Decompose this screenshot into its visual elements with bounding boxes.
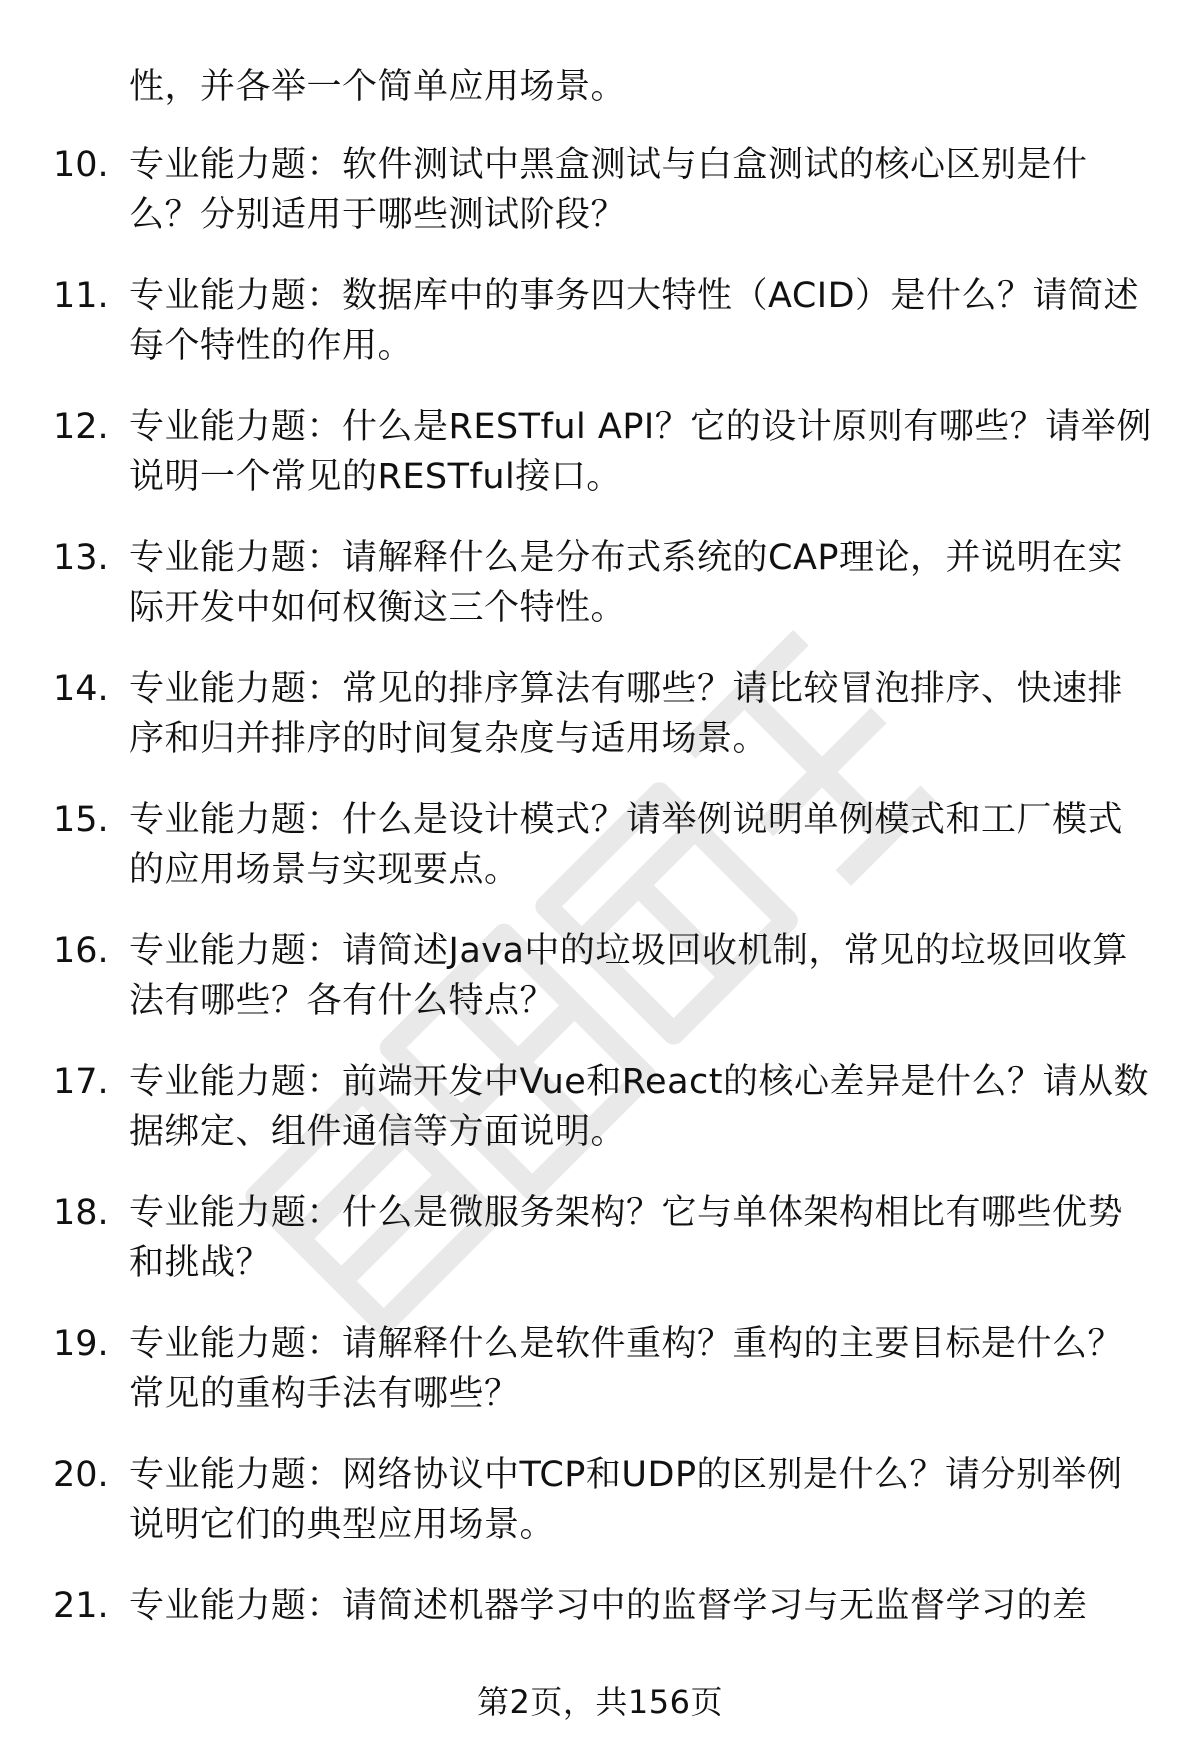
question-line: 专业能力题：请简述机器学习中的监督学习与无监督学习的差 (129, 1586, 1088, 1626)
question-line: 么？分别适用于哪些测试阶段？ (129, 195, 627, 235)
question-line: 专业能力题：网络协议中TCP和UDP的区别是什么？请分别举例 (129, 1455, 1123, 1495)
question-text (129, 533, 1169, 633)
question-line: 序和归并排序的时间复杂度与适用场景。 (129, 719, 769, 759)
question-number: 14. (53, 669, 109, 709)
question-line: 专业能力题：请解释什么是软件重构？重构的主要目标是什么？ (129, 1324, 1124, 1364)
question-line: 和挑战？ (129, 1243, 272, 1283)
question-text (129, 795, 1169, 895)
list-item-q11 (0, 271, 1200, 402)
question-text (129, 926, 1169, 1026)
question-line: 专业能力题：请解释什么是分布式系统的CAP理论，并说明在实 (129, 538, 1123, 578)
question-number: 12. (53, 407, 109, 447)
question-number: 18. (53, 1193, 109, 1233)
list-item-q18 (0, 1188, 1200, 1319)
question-number: 19. (53, 1324, 109, 1364)
list-item-q17 (0, 1057, 1200, 1188)
question-line: 专业能力题：常见的排序算法有哪些？请比较冒泡排序、快速排 (129, 669, 1124, 709)
question-line: 的应用场景与实现要点。 (129, 850, 520, 890)
question-text (129, 664, 1169, 764)
list-item-q12 (0, 402, 1200, 533)
question-line: 专业能力题：前端开发中Vue和React的核心差异是什么？请从数 (129, 1062, 1149, 1102)
question-line: 专业能力题：什么是设计模式？请举例说明单例模式和工厂模式 (129, 800, 1124, 840)
question-line: 每个特性的作用。 (129, 326, 414, 366)
question-number: 13. (53, 538, 109, 578)
question-line: 专业能力题：请简述Java中的垃圾回收机制，常见的垃圾回收算 (129, 931, 1128, 971)
question-line: 法有哪些？各有什么特点？ (129, 981, 556, 1021)
list-item-q10 (0, 140, 1200, 271)
question-text (129, 1188, 1169, 1288)
question-line: 专业能力题：数据库中的事务四大特性（ACID）是什么？请简述 (129, 276, 1140, 316)
question-line: 常见的重构手法有哪些？ (129, 1374, 520, 1414)
list-item-q19 (0, 1319, 1200, 1450)
question-line: 说明它们的典型应用场景。 (129, 1505, 556, 1545)
list-item-q14 (0, 664, 1200, 795)
question-list (0, 140, 1200, 1712)
question-number: 11. (53, 276, 109, 316)
question-line: 说明一个常见的RESTful接口。 (129, 457, 622, 497)
list-item-q15 (0, 795, 1200, 926)
question-text (129, 271, 1169, 371)
question-text (129, 402, 1169, 502)
question-number: 16. (53, 931, 109, 971)
question-text (129, 1057, 1169, 1157)
question-line: 专业能力题：什么是微服务架构？它与单体架构相比有哪些优势 (129, 1193, 1124, 1233)
question-number: 15. (53, 800, 109, 840)
list-item-q16 (0, 926, 1200, 1057)
question-line: 专业能力题：什么是RESTful API？它的设计原则有哪些？请举例 (129, 407, 1152, 447)
question-number: 17. (53, 1062, 109, 1102)
question-line: 专业能力题：软件测试中黑盒测试与白盒测试的核心区别是什 (129, 145, 1088, 185)
list-item-q13 (0, 533, 1200, 664)
question-number: 21. (53, 1586, 109, 1626)
continuation-text: 性，并各举一个简单应用场景。 (129, 67, 627, 107)
question-text (129, 1581, 1169, 1631)
question-number: 20. (53, 1455, 109, 1495)
question-number: 10. (53, 145, 109, 185)
question-text (129, 140, 1169, 240)
question-line: 据绑定、组件通信等方面说明。 (129, 1112, 627, 1152)
question-text (129, 1450, 1169, 1550)
question-line: 际开发中如何权衡这三个特性。 (129, 588, 627, 628)
list-item-q20 (0, 1450, 1200, 1581)
page-number-footer: 第2页，共156页 (477, 1683, 723, 1721)
question-text (129, 1319, 1169, 1419)
